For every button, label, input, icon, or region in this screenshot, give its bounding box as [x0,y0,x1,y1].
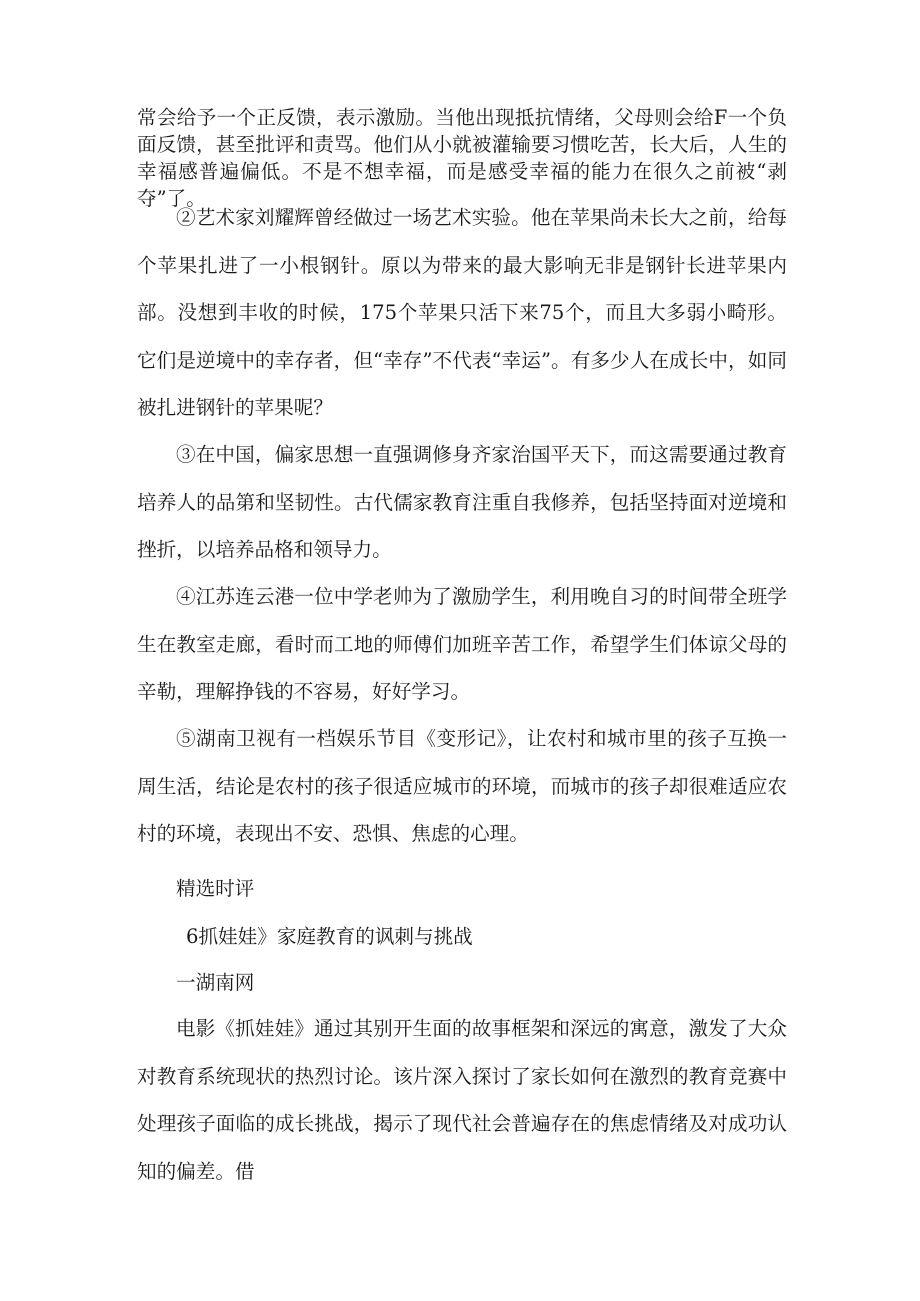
paragraph-5-bianxingji: ⑤湖南卫视有一档娱乐节目《变形记》，让农村和城市里的孩子互换一周生活，结论是农村的孩子很适应城市的环境，而城市的孩子却很难适应农村的环境，表现出不安、恐惧、焦虑的心理。 [137,727,787,845]
article-title: 6抓娃娃》家庭教育的讽刺与挑战 [186,925,473,948]
article-source: 一湖南网 [176,971,255,994]
section-heading: 精选时评 [176,877,255,900]
paragraph-continued: 常会给予一个正反馈，表示激励。当他出现抵抗情绪，父母则会给F一个负面反馈，甚至批评和责骂。他们从小就被灌输要习惯吃苦，长大后，人生的幸福感普遍偏低。不是不想幸福，而是感受幸福的能力在很久之前被“剥夺”了。 [137,106,787,210]
article-body: 电影《抓娃娃》通过其别开生面的故事框架和深远的寓意，激发了大众对教育系统现状的热烈讨论。该片深入探讨了家长如何在激烈的教育竞赛中处理孩子面临的成长挑战，揭示了现代社会普遍存在的焦虑情绪及对成功认知的偏差。借 [137,1017,787,1183]
paragraph-3-confucian-education: ③在中国，偏家思想一直强调修身齐家治国平天下，而这需要通过教育培养人的品第和坚韧性。古代儒家教育注重自我修养，包括坚持面对逆境和挫折，以培养品格和领导力。 [137,443,787,561]
paragraph-4-lianyungang-teacher: ④江苏连云港一位中学老帅为了激励学生，利用晚自习的时间带全班学生在教室走廊，看时而工地的师傅们加班辛苦工作，希望学生们体谅父母的辛勒，理解挣钱的不容易，好好学习。 [137,585,787,703]
paragraph-2-art-experiment: ②艺术家刘耀辉曾经做过一场艺术实验。他在苹果尚未长大之前，给每个苹果扎进了一小根钢针。原以为带来的最大影响无非是钢针长进苹果内部。没想到丰收的时候，175个苹果只活下来75个，而且大多弱小畸形。它们是逆境中的幸存者，但“幸存”不代表“幸运”。有多少人在成长中，如同被扎进钢针的苹果呢？ [137,206,787,419]
